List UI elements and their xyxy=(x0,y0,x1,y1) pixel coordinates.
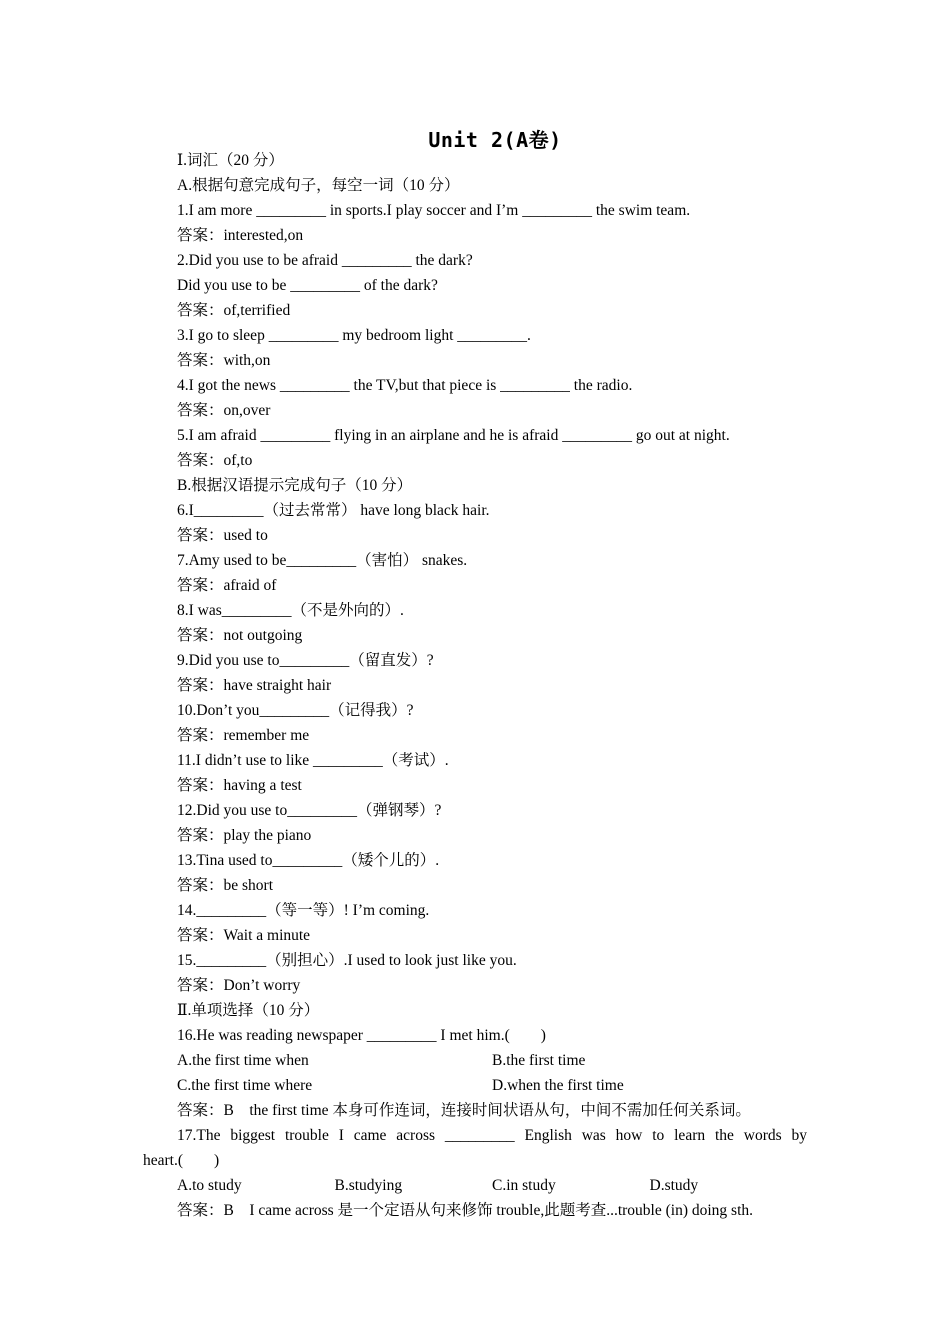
q17-options-row xyxy=(143,1173,807,1198)
exercise-line: 8.I was_________（不是外向的）. xyxy=(177,602,404,619)
exercise-line: 答案：be short xyxy=(177,877,274,894)
exercise-line: 答案：Wait a minute xyxy=(177,927,311,944)
exercise-line: 1.I am more _________ in sports.I play soccer and I’m _________ the swim team. xyxy=(177,202,691,219)
page-title: Unit 2(A卷) xyxy=(428,128,562,152)
exercise-line: 6.I_________（过去常常） have long black hair. xyxy=(177,502,490,519)
exercise-line: 7.Amy used to be_________（害怕） snakes. xyxy=(177,552,468,569)
exercise-line: 5.I am afraid _________ flying in an airplane and he is afraid _________ go out at night. xyxy=(177,427,730,444)
exercise-line: 答案：Don’t worry xyxy=(177,977,301,994)
q17-stem-line-2: heart.( ) xyxy=(143,1152,220,1169)
exercise-line: 11.I didn’t use to like _________（考试）. xyxy=(177,752,449,769)
exercise-line: Did you use to be _________ of the dark? xyxy=(177,277,438,294)
exercise-line: 答案：on,over xyxy=(177,402,271,419)
q17-option-a: A.to study xyxy=(177,1177,242,1194)
q16-option-a: A.the first time when xyxy=(177,1052,309,1069)
q16-answer: 答案：B the first time 本身可作连词，连接时间状语从句，中间不需加任何关系词。 xyxy=(177,1102,751,1119)
q17-option-b: B.studying xyxy=(334,1177,403,1194)
exercise-line: 答案：afraid of xyxy=(177,577,277,594)
exercise-line: B.根据汉语提示完成句子（10 分） xyxy=(177,477,413,494)
exercise-line: 4.I got the news _________ the TV,but that piece is _________ the radio. xyxy=(177,377,633,394)
exercise-line: Ⅰ.词汇（20 分） xyxy=(177,152,284,169)
exercise-line: 答案：remember me xyxy=(177,727,310,744)
exercise-line: 答案：used to xyxy=(177,527,268,544)
q16-options-row-2 xyxy=(143,1073,807,1098)
exercise-line: 12.Did you use to_________（弹钢琴）? xyxy=(177,802,442,819)
exercise-line: 答案：of,to xyxy=(177,452,253,469)
q16-options-row-1 xyxy=(143,1048,807,1073)
exercise-line: 答案：interested,on xyxy=(177,227,304,244)
exercise-line: 答案：play the piano xyxy=(177,827,312,844)
exercise-line: 9.Did you use to_________（留直发）? xyxy=(177,652,434,669)
exercise-line: 答案：having a test xyxy=(177,777,302,794)
exercise-line: 答案：of,terrified xyxy=(177,302,291,319)
exercise-line: 答案：have straight hair xyxy=(177,677,332,694)
q16-option-b: B.the first time xyxy=(492,1052,586,1069)
exercise-line: 16.He was reading newspaper _________ I met him.( ) xyxy=(177,1027,546,1044)
exercise-line: 答案：not outgoing xyxy=(177,627,303,644)
exercise-line: 13.Tina used to_________（矮个儿的）. xyxy=(177,852,440,869)
q16-option-c: C.the first time where xyxy=(177,1077,313,1094)
exercise-line: 10.Don’t you_________（记得我）? xyxy=(177,702,414,719)
exercise-line: 2.Did you use to be afraid _________ the dark? xyxy=(177,252,473,269)
exercise-line: 14._________（等一等）! I’m coming. xyxy=(177,902,430,919)
exercise-line: A.根据句意完成句子，每空一词（10 分） xyxy=(177,177,460,194)
q17-answer: 答案：B I came across 是一个定语从句来修饰 trouble,此题考查...trouble (in) doing sth. xyxy=(177,1202,754,1219)
q17-stem-line-1: 17.The biggest trouble I came across _________ English was how to learn the words by xyxy=(177,1127,807,1144)
exercise-lines xyxy=(143,148,807,1048)
q17-option-d: D.study xyxy=(649,1177,699,1194)
exercise-line: 3.I go to sleep _________ my bedroom light _________. xyxy=(177,327,531,344)
exercise-line: 答案：with,on xyxy=(177,352,271,369)
exercise-body xyxy=(143,148,807,1223)
exercise-line: 15._________（别担心）.I used to look just like you. xyxy=(177,952,517,969)
q16-option-d: D.when the first time xyxy=(492,1077,624,1094)
q17-option-c: C.in study xyxy=(492,1177,556,1194)
exercise-line: Ⅱ.单项选择（10 分） xyxy=(177,1002,320,1019)
